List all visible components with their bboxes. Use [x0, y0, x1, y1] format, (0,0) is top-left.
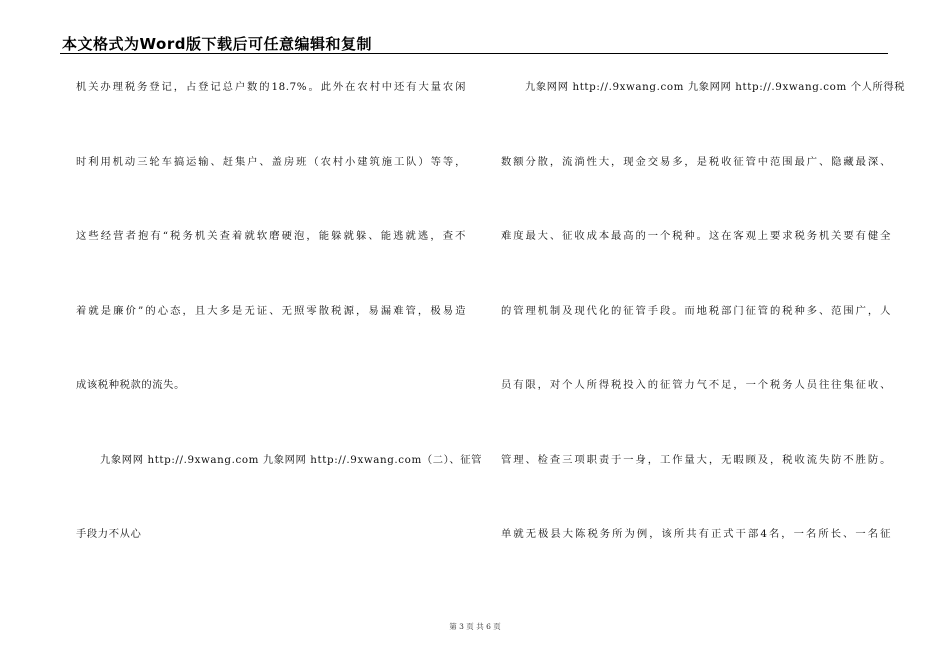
left-line-4: 着就是廉价”的心态，且大多是无证、无照零散税源，易漏难管，极易造	[76, 305, 466, 317]
left-line-7: 手段力不从心	[76, 528, 142, 540]
right-line-3: 难度最大、征收成本最高的一个税种。这在客观上要求税务机关要有健全	[501, 230, 891, 242]
right-line-2: 数额分散，流淌性大，现金交易多，是税收征管中范围最广、隐藏最深、	[501, 156, 891, 168]
header-divider	[60, 53, 888, 54]
page-number-footer: 第 3 页 共 6 页	[449, 622, 501, 631]
right-line-5: 员有限，对个人所得税投入的征管力气不足，一个税务人员往往集征收、	[501, 379, 891, 391]
right-line-6: 管理、检查三项职责于一身，工作量大，无暇顾及，税收流失防不胜防。	[501, 454, 891, 466]
document-header-title: 本文格式为Word版下载后可任意编辑和复制	[62, 35, 372, 53]
right-line-4: 的管理机制及现代化的征管手段。而地税部门征管的税种多、范围广，人	[501, 305, 891, 317]
left-line-1: 机关办理税务登记，占登记总户数的18.7%。此外在农村中还有大量农闲	[76, 81, 466, 93]
left-line-2: 时利用机动三轮车搞运输、赶集户、盖房班（农村小建筑施工队）等等，	[76, 156, 466, 168]
left-line-3: 这些经营者抱有“税务机关查着就软磨硬泡，能躲就躲、能逃就逃，查不	[76, 230, 466, 242]
left-line-5: 成该税种税款的流失。	[76, 379, 185, 391]
right-line-7: 单就无极县大陈税务所为例，该所共有正式干部4名，一名所长、一名征	[501, 528, 891, 540]
left-line-6: 九象网网 http://.9xwang.com 九象网网 http://.9xwang.com（二）、征管	[100, 454, 483, 466]
right-line-1: 九象网网 http://.9xwang.com 九象网网 http://.9xwang.com 个人所得税	[525, 81, 906, 93]
